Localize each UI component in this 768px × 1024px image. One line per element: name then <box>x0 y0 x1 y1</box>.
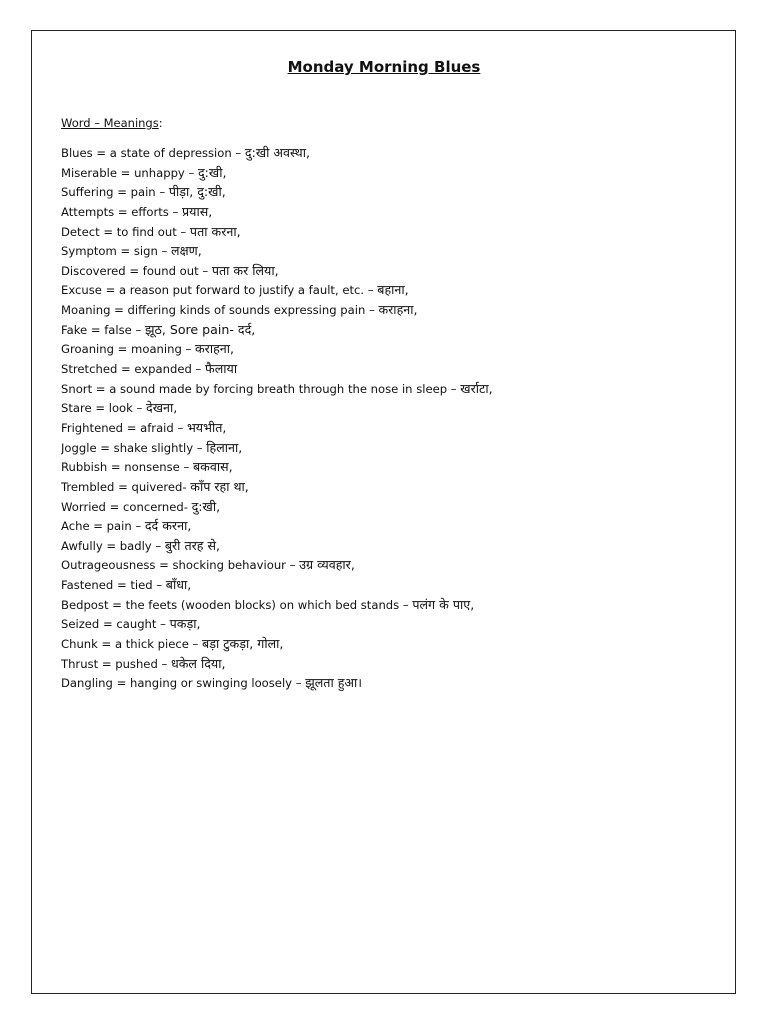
english-meaning: Worried = concerned- <box>61 499 192 514</box>
word-meaning-entry <box>61 595 681 615</box>
hindi-meaning: भयभीत, <box>186 419 227 435</box>
word-meaning-entry <box>61 477 681 497</box>
section-heading-colon: : <box>158 116 163 130</box>
hindi-meaning: पलंग के पाए, <box>412 596 475 612</box>
word-meaning-entry <box>61 202 681 222</box>
hindi-meaning: झूठ, Sore pain- दर्द, <box>144 321 256 337</box>
hindi-meaning: प्रयास, <box>182 203 213 219</box>
hindi-meaning: दु:खी अवस्था, <box>244 145 310 160</box>
english-meaning: Suffering = pain – <box>61 185 169 200</box>
english-meaning: Awfully = badly – <box>61 538 165 553</box>
hindi-meaning: बकवास, <box>192 459 233 475</box>
word-meaning-entry <box>61 575 681 595</box>
english-meaning: Outrageousness = shocking behaviour – <box>61 558 300 573</box>
hindi-meaning: बहाना, <box>377 282 409 298</box>
hindi-meaning: पता करना, <box>189 223 241 239</box>
hindi-meaning: खर्राटा, <box>460 380 493 396</box>
word-meaning-entry <box>61 438 681 458</box>
english-meaning: Symptom = sign – <box>61 244 172 259</box>
word-meaning-entry <box>61 261 681 281</box>
word-meaning-entry <box>61 536 681 556</box>
word-meaning-list <box>61 143 681 693</box>
word-meaning-entry <box>61 634 681 654</box>
english-meaning: Groaning = moaning – <box>61 342 195 357</box>
english-meaning: Seized = caught – <box>61 617 170 632</box>
english-meaning: Trembled = quivered- <box>61 479 191 494</box>
word-meaning-entry <box>61 555 681 575</box>
word-meaning-entry <box>61 614 681 634</box>
hindi-meaning: झूलता हुआ। <box>305 675 363 691</box>
hindi-meaning: बड़ा टुकड़ा, गोला, <box>202 636 284 652</box>
english-meaning: Snort = a sound made by forcing breath through the nose in sleep – <box>61 381 461 396</box>
english-meaning: Blues = a state of depression – <box>61 146 245 160</box>
english-meaning: Chunk = a thick piece – <box>61 637 203 652</box>
english-meaning: Excuse = a reason put forward to justify a fault, etc. – <box>61 283 378 298</box>
word-meaning-entry <box>61 280 681 300</box>
english-meaning: Stretched = expanded – <box>61 362 206 377</box>
english-meaning: Rubbish = nonsense – <box>61 460 193 475</box>
word-meaning-entry <box>61 182 681 202</box>
hindi-meaning: धकेल दिया, <box>170 655 226 671</box>
hindi-meaning: दु:खी, <box>197 164 227 180</box>
section-heading <box>61 116 163 130</box>
english-meaning: Fastened = tied – <box>61 578 166 593</box>
english-meaning: Bedpost = the feets (wooden blocks) on which bed stands – <box>61 597 413 612</box>
hindi-meaning: दर्द करना, <box>144 518 192 534</box>
hindi-meaning: काँप रहा था, <box>190 478 249 494</box>
english-meaning: Stare = look – <box>61 401 147 416</box>
word-meaning-entry <box>61 379 681 399</box>
english-meaning: Discovered = found out – <box>61 263 212 278</box>
hindi-meaning: फैलाया <box>205 361 238 377</box>
english-meaning: Joggle = shake slightly – <box>61 440 207 455</box>
word-meaning-entry <box>61 359 681 379</box>
english-meaning: Moaning = differing kinds of sounds expressing pain – <box>61 303 379 318</box>
hindi-meaning: पकड़ा, <box>169 616 201 632</box>
word-meaning-entry <box>61 339 681 359</box>
english-meaning: Dangling = hanging or swinging loosely – <box>61 676 306 691</box>
word-meaning-entry <box>61 222 681 242</box>
word-meaning-entry <box>61 654 681 674</box>
english-meaning: Detect = to find out – <box>61 224 190 239</box>
hindi-meaning: कराहना, <box>195 341 235 357</box>
word-meaning-entry <box>61 163 681 183</box>
word-meaning-entry <box>61 497 681 517</box>
hindi-meaning: कराहना, <box>378 302 418 318</box>
hindi-meaning: हिलाना, <box>206 439 243 455</box>
hindi-meaning: उग्र व्यवहार, <box>299 557 355 573</box>
english-meaning: Thrust = pushed – <box>61 656 171 671</box>
hindi-meaning: पीड़ा, दु:खी, <box>168 184 226 200</box>
word-meaning-entry <box>61 418 681 438</box>
word-meaning-entry <box>61 673 681 693</box>
word-meaning-entry <box>61 143 681 163</box>
english-meaning: Miserable = unhappy – <box>61 165 198 180</box>
hindi-meaning: देखना, <box>146 400 178 416</box>
hindi-meaning: दु:खी, <box>191 498 221 514</box>
hindi-meaning: बुरी तरह से, <box>164 537 220 553</box>
word-meaning-entry <box>61 320 681 340</box>
hindi-meaning: पता कर लिया, <box>211 262 279 278</box>
document-title: Monday Morning Blues <box>287 58 481 76</box>
english-meaning: Fake = false – <box>61 322 145 337</box>
word-meaning-entry <box>61 398 681 418</box>
word-meaning-entry <box>61 457 681 477</box>
word-meaning-entry <box>61 516 681 536</box>
word-meaning-entry <box>61 300 681 320</box>
section-heading-label: Word – Meanings <box>61 116 159 130</box>
english-meaning: Ache = pain – <box>61 519 145 534</box>
hindi-meaning: लक्षण, <box>171 243 202 259</box>
english-meaning: Frightened = afraid – <box>61 420 187 435</box>
hindi-meaning: बाँधा, <box>165 577 192 593</box>
word-meaning-entry <box>61 241 681 261</box>
english-meaning: Attempts = efforts – <box>61 204 183 219</box>
